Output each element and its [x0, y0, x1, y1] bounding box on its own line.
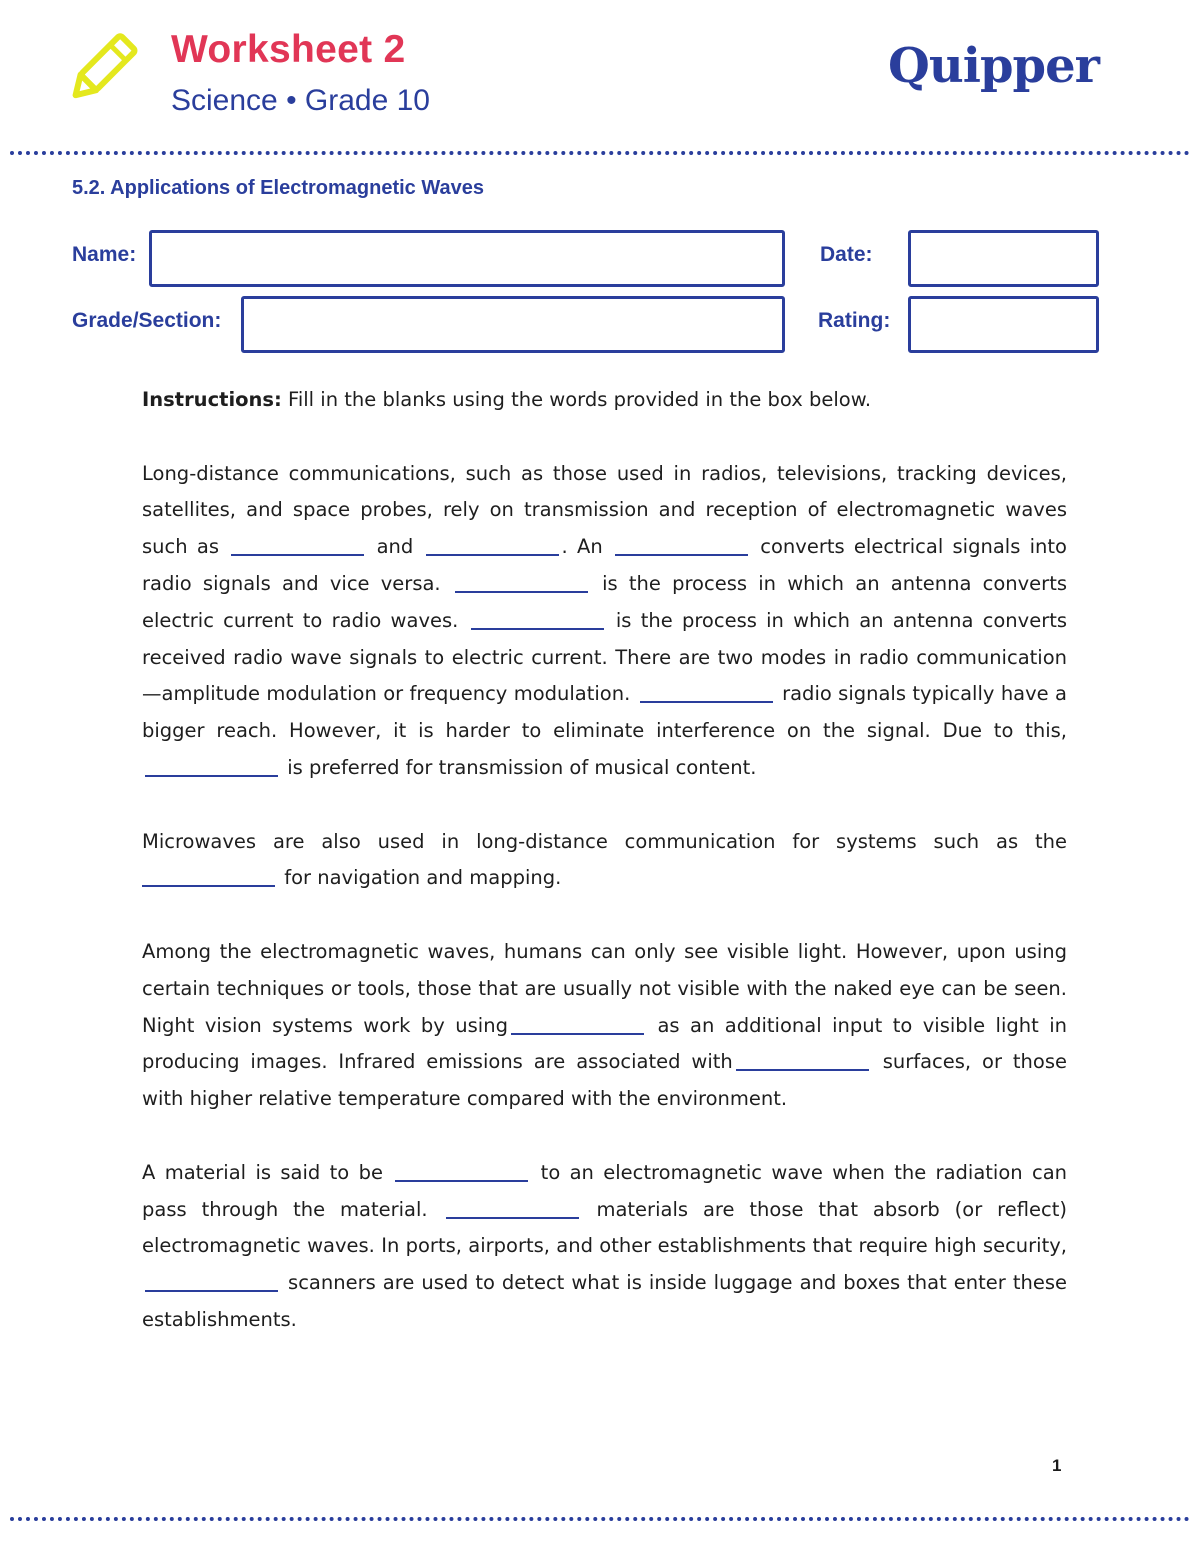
paragraph-visible-light: [142, 934, 1067, 1118]
blank-field[interactable]: [736, 1049, 869, 1071]
footer-divider: [10, 1517, 1190, 1521]
blank-field[interactable]: [145, 755, 278, 777]
instructions: [142, 382, 1067, 419]
text-span: . An: [561, 535, 603, 559]
paragraph-materials: [142, 1155, 1067, 1339]
text-span: radio signals typically have a bigger reach. However, it is harder to eliminate interference on the signal. Due to this,: [142, 682, 1067, 743]
header-divider: [10, 151, 1190, 155]
text-span: is the process in which an antenna converts electric current to radio waves.: [142, 571, 1067, 632]
blank-field[interactable]: [615, 534, 748, 556]
section-title: 5.2. Applications of Electromagnetic Waves: [72, 177, 484, 199]
text-span: converts electrical signals into radio signals and vice versa.: [142, 535, 1067, 595]
text-span: Microwaves are also used in long-distance communication for systems such as the: [142, 829, 1067, 853]
text-span: as an additional input to visible light in producing images. Infrared emissions are associated with: [142, 1013, 1067, 1074]
text-span: Among the electromagnetic waves, humans can only see visible light. However, upon using certain techniques or tools, those that are usually not visible with the naked eye can be seen. Night vision systems work by using: [142, 939, 1067, 1037]
paragraph-microwaves: [142, 824, 1067, 898]
blank-field[interactable]: [455, 571, 588, 593]
paragraph-radio: [142, 456, 1067, 787]
text-span: surfaces, or those with higher relative temperature compared with the environment.: [142, 1050, 1067, 1111]
blank-field[interactable]: [446, 1197, 579, 1219]
blank-field[interactable]: [231, 534, 364, 556]
blank-field[interactable]: [395, 1160, 528, 1182]
blank-field[interactable]: [471, 608, 604, 630]
rating-label: Rating:: [818, 309, 891, 332]
date-field[interactable]: [908, 230, 1099, 287]
text-span: is the process in which an antenna converts received radio wave signals to electric current. There are two modes in radio communication—amplitude modulation or frequency modulation.: [142, 608, 1068, 706]
text-span: and: [376, 535, 414, 559]
pencil-icon: [60, 24, 152, 114]
blank-field[interactable]: [511, 1013, 644, 1035]
text-span: A material is said to be: [142, 1160, 383, 1184]
brand-logo: Quipper: [888, 38, 1099, 94]
name-field[interactable]: [149, 230, 785, 287]
blank-field[interactable]: [640, 681, 773, 703]
blank-field[interactable]: [145, 1270, 278, 1292]
worksheet-title: Worksheet 2: [171, 28, 406, 71]
grade-section-label: Grade/Section:: [72, 309, 222, 332]
instructions-label: Instructions:: [142, 388, 282, 411]
text-span: Long-distance communications, such as those used in radios, televisions, tracking devices, satellites, and space probes, rely on transmission and reception of electromagnetic waves such as: [142, 461, 1067, 559]
date-label: Date:: [820, 243, 873, 266]
text-span: materials are those that absorb (or reflect) electromagnetic waves. In ports, airports, and other establishments that require high security,: [142, 1197, 1067, 1258]
text-span: scanners are used to detect what is inside luggage and boxes that enter these establishments.: [142, 1271, 1067, 1331]
rating-field[interactable]: [908, 296, 1099, 353]
blank-field[interactable]: [142, 865, 275, 887]
worksheet-content: [142, 382, 1067, 1376]
instructions-text: Fill in the blanks using the words provided in the box below.: [281, 388, 872, 411]
page-number: 1: [1052, 1456, 1062, 1475]
blank-field[interactable]: [426, 534, 559, 556]
text-span: to an electromagnetic wave when the radiation can pass through the material.: [142, 1160, 1068, 1221]
name-label: Name:: [72, 243, 137, 266]
worksheet-subtitle: Science • Grade 10: [171, 84, 430, 117]
text-span: is preferred for transmission of musical content.: [287, 755, 757, 779]
text-span: for navigation and mapping.: [284, 866, 562, 890]
grade-section-field[interactable]: [241, 296, 785, 353]
